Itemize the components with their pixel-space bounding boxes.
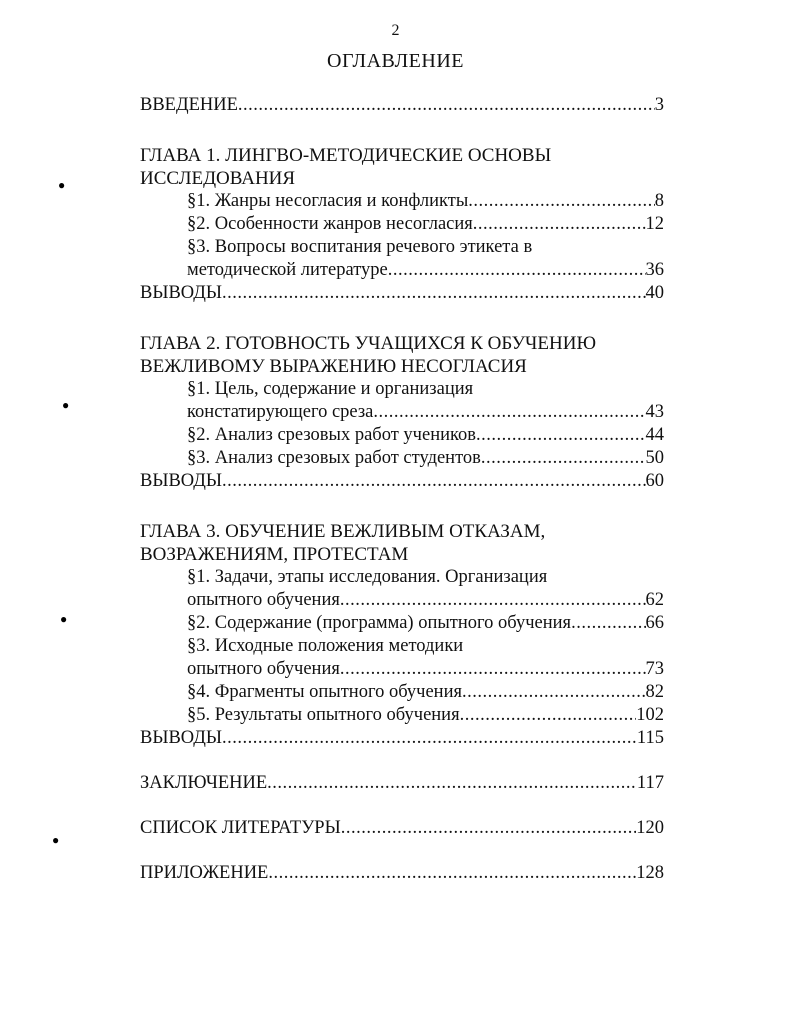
entry-page: 62 <box>645 590 664 610</box>
entry-label: ВВЕДЕНИЕ <box>140 95 238 115</box>
entry-label: ВЫВОДЫ <box>140 283 223 303</box>
page-title: ОГЛАВЛЕНИЕ <box>327 50 464 72</box>
entry-page: 50 <box>645 448 664 468</box>
chapter-title-line: ГЛАВА 1. ЛИНГВО-МЕТОДИЧЕСКИЕ ОСНОВЫ <box>140 145 552 166</box>
chapter-3-title <box>140 520 664 566</box>
entry-page: 102 <box>636 705 664 725</box>
toc-entry-references <box>140 817 664 840</box>
toc-entry-ch3-s5 <box>187 704 664 727</box>
entry-label: ЗАКЛЮЧЕНИЕ <box>140 773 268 793</box>
entry-label: §3. Анализ срезовых работ студентов <box>187 448 481 468</box>
chapter-1-title <box>140 144 664 190</box>
toc-entry-conclusion <box>140 772 664 795</box>
entry-page: 120 <box>636 818 664 838</box>
entry-page: 40 <box>645 283 664 303</box>
entry-page: 36 <box>645 260 664 280</box>
toc-entry-ch1-s3-line1: §3. Вопросы воспитания речевого этикета в <box>187 237 533 257</box>
entry-label: опытного обучения <box>187 590 340 610</box>
toc-entry-ch2-s2 <box>187 424 664 447</box>
scan-speck: ● <box>58 178 66 192</box>
dot-leader <box>222 470 645 493</box>
scan-speck: ● <box>60 612 68 626</box>
entry-page: 8 <box>654 191 664 211</box>
dot-leader <box>222 282 645 305</box>
toc-entry-ch3-s3-line1: §3. Исходные положения методики <box>187 636 464 656</box>
entry-page: 82 <box>645 682 664 702</box>
chapter-title-line: ИССЛЕДОВАНИЯ <box>140 168 296 189</box>
entry-label: §2. Содержание (программа) опытного обучения <box>187 613 572 633</box>
toc-entry-ch2-s1 <box>187 401 664 424</box>
toc-entry-ch1-s1 <box>187 190 664 213</box>
entry-label: констатирующего среза <box>187 402 374 422</box>
dot-leader <box>340 589 646 612</box>
entry-page: 44 <box>645 425 664 445</box>
entry-page: 115 <box>636 728 664 748</box>
entry-page: 12 <box>645 214 664 234</box>
entry-label: опытного обучения <box>187 659 340 679</box>
entry-page: 3 <box>654 95 664 115</box>
toc-entry-appendix <box>140 862 664 885</box>
dot-leader <box>473 213 646 236</box>
dot-leader <box>222 727 637 750</box>
dot-leader <box>341 817 637 840</box>
dot-leader <box>388 259 646 282</box>
dot-leader <box>462 681 646 704</box>
toc-entry-ch3-s3 <box>187 658 664 681</box>
toc-entry-ch2-s3 <box>187 447 664 470</box>
dot-leader <box>340 658 646 681</box>
dot-leader <box>481 447 646 470</box>
chapter-2-title <box>140 332 664 378</box>
toc-entry-ch2-conclusions <box>140 470 664 493</box>
entry-label: методической литературе <box>187 260 388 280</box>
dot-leader <box>571 612 645 635</box>
toc-entry-introduction <box>140 94 664 117</box>
entry-label: §5. Результаты опытного обучения <box>187 705 460 725</box>
dot-leader <box>468 190 654 213</box>
dot-leader <box>238 94 655 117</box>
entry-page: 60 <box>645 471 664 491</box>
entry-label: §2. Анализ срезовых работ учеников <box>187 425 477 445</box>
toc-entry-ch1-s2 <box>187 213 664 236</box>
entry-page: 73 <box>645 659 664 679</box>
entry-page: 66 <box>645 613 664 633</box>
page-number: 2 <box>391 22 400 39</box>
dot-leader <box>476 424 645 447</box>
entry-page: 128 <box>636 863 664 883</box>
entry-label: ВЫВОДЫ <box>140 471 223 491</box>
toc-entry-ch2-s1-line1: §1. Цель, содержание и организация <box>187 379 474 399</box>
chapter-title-line: ГЛАВА 2. ГОТОВНОСТЬ УЧАЩИХСЯ К ОБУЧЕНИЮ <box>140 333 596 354</box>
scan-speck: ● <box>62 398 70 412</box>
entry-page: 117 <box>636 773 664 793</box>
entry-label: СПИСОК ЛИТЕРАТУРЫ <box>140 818 341 838</box>
entry-label: ПРИЛОЖЕНИЕ <box>140 863 269 883</box>
dot-leader <box>373 401 645 424</box>
entry-page: 43 <box>645 402 664 422</box>
dot-leader <box>460 704 637 727</box>
toc-entry-ch3-s2 <box>187 612 664 635</box>
entry-label: ВЫВОДЫ <box>140 728 223 748</box>
toc-entry-ch3-s1 <box>187 589 664 612</box>
chapter-title-line: ВЕЖЛИВОМУ ВЫРАЖЕНИЮ НЕСОГЛАСИЯ <box>140 356 527 377</box>
entry-label: §1. Жанры несогласия и конфликты <box>187 191 469 211</box>
scan-speck: ● <box>52 833 60 847</box>
entry-label: §2. Особенности жанров несогласия <box>187 214 473 234</box>
toc-entry-ch3-s4 <box>187 681 664 704</box>
dot-leader <box>267 772 637 795</box>
toc-entry-ch1-conclusions <box>140 282 664 305</box>
dot-leader <box>268 862 636 885</box>
entry-label: §4. Фрагменты опытного обучения <box>187 682 462 702</box>
toc-entry-ch3-s1-line1: §1. Задачи, этапы исследования. Организация <box>187 567 548 587</box>
toc-entry-ch3-conclusions <box>140 727 664 750</box>
toc-entry-ch1-s3 <box>187 259 664 282</box>
chapter-title-line: ВОЗРАЖЕНИЯМ, ПРОТЕСТАМ <box>140 544 409 565</box>
table-of-contents <box>140 94 664 885</box>
chapter-title-line: ГЛАВА 3. ОБУЧЕНИЕ ВЕЖЛИВЫМ ОТКАЗАМ, <box>140 521 546 542</box>
